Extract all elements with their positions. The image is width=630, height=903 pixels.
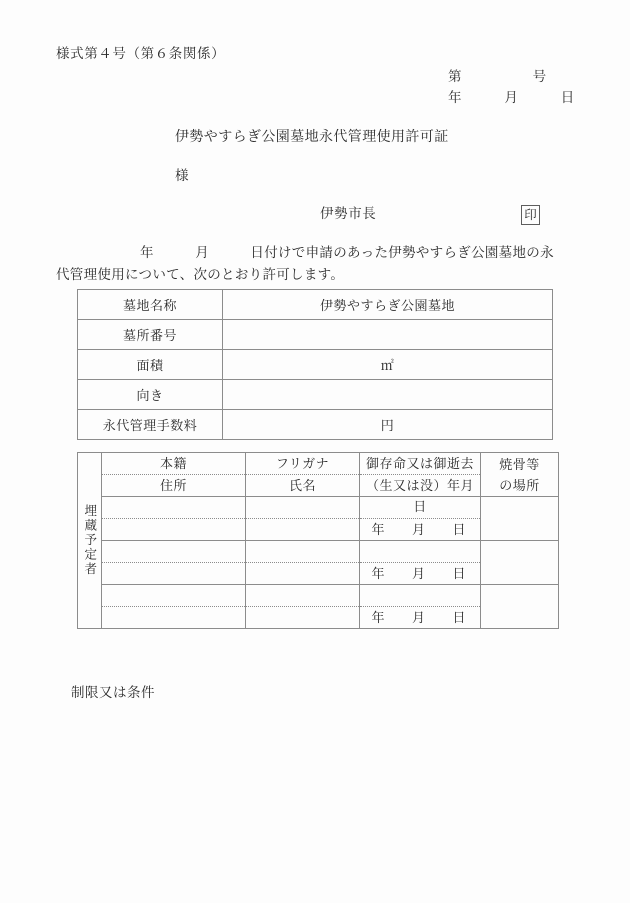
cell-shimei-value[interactable] — [246, 519, 359, 540]
cell-place[interactable] — [481, 497, 559, 541]
details-value[interactable] — [223, 320, 553, 350]
body-text-line-1: 年 月 日付けで申請のあった伊勢やすらぎ公園墓地の永 — [140, 245, 554, 260]
cell-shimei-value[interactable] — [246, 607, 359, 628]
cell-furigana-value[interactable] — [246, 585, 359, 607]
cell-date-bottom[interactable]: 年 月 日 — [371, 610, 466, 625]
details-label: 永代管理手数料 — [78, 410, 223, 440]
cell-furigana[interactable] — [246, 585, 360, 629]
form-number: 様式第４号（第６条関係） — [56, 46, 226, 61]
header-place — [481, 453, 559, 497]
table-row — [78, 380, 553, 410]
table-row — [78, 541, 559, 585]
cell-date-top[interactable] — [360, 541, 480, 563]
cell-honseki[interactable] — [102, 497, 246, 541]
cell-date[interactable] — [360, 585, 481, 629]
cell-jusho-value[interactable] — [102, 519, 245, 540]
interment-side-label — [78, 453, 102, 629]
restriction-label: 制限又は条件 — [71, 685, 155, 700]
header-furigana-bottom: 氏名 — [288, 478, 316, 493]
body-text-line-2: 代管理使用について、次のとおり許可します。 — [56, 267, 345, 282]
interment-table — [77, 452, 559, 629]
document-date-line: 年 月 日 — [448, 90, 575, 105]
cell-date[interactable] — [360, 497, 481, 541]
cell-place[interactable] — [481, 585, 559, 629]
header-furigana — [246, 453, 360, 497]
header-date — [360, 453, 481, 514]
cell-place[interactable] — [481, 541, 559, 585]
table-row — [78, 290, 553, 320]
header-honseki-bottom: 住所 — [159, 478, 187, 493]
header-honseki — [102, 453, 246, 497]
cell-date[interactable] — [360, 541, 481, 585]
details-value[interactable]: ㎡ — [223, 350, 553, 380]
details-label: 墓地名称 — [78, 290, 223, 320]
header-furigana-top: フリガナ — [246, 453, 359, 475]
issuer-name: 伊勢市長 — [320, 206, 377, 221]
interment-header-row — [78, 453, 559, 497]
cell-honseki[interactable] — [102, 585, 246, 629]
interment-side-label-text: 埋蔵予定者 — [82, 504, 97, 577]
header-place-top: 焼骨等 — [499, 456, 540, 472]
table-row — [78, 410, 553, 440]
details-value[interactable] — [223, 380, 553, 410]
cell-date-bottom[interactable]: 年 月 日 — [371, 566, 466, 581]
details-label: 向き — [78, 380, 223, 410]
details-label: 面積 — [78, 350, 223, 380]
cell-furigana-value[interactable] — [246, 541, 359, 563]
header-honseki-top: 本籍 — [102, 453, 245, 475]
cell-furigana[interactable] — [246, 541, 360, 585]
seal-stamp-icon: 印 — [521, 205, 540, 225]
cell-jusho-value[interactable] — [102, 563, 245, 584]
page-title: 伊勢やすらぎ公園墓地永代管理使用許可証 — [175, 130, 449, 145]
details-value[interactable]: 伊勢やすらぎ公園墓地 — [223, 290, 553, 320]
details-table — [77, 289, 553, 440]
cell-honseki-value[interactable] — [102, 541, 245, 563]
table-row — [78, 497, 559, 541]
cell-furigana[interactable] — [246, 497, 360, 541]
header-date-top: 御存命又は御逝去 — [360, 453, 480, 475]
header-place-bottom: の場所 — [499, 477, 540, 493]
cell-date-bottom[interactable]: 年 月 日 — [371, 522, 466, 537]
table-row — [78, 350, 553, 380]
cell-shimei-value[interactable] — [246, 563, 359, 584]
addressee-suffix: 様 — [175, 168, 189, 183]
header-date-bottom: （生又は没）年月日 — [365, 478, 474, 514]
cell-honseki-value[interactable] — [102, 585, 245, 607]
cell-furigana-value[interactable] — [246, 497, 359, 519]
details-value[interactable]: 円 — [223, 410, 553, 440]
table-row — [78, 320, 553, 350]
table-row — [78, 585, 559, 629]
details-label: 墓所番号 — [78, 320, 223, 350]
cell-honseki-value[interactable] — [102, 497, 245, 519]
cell-honseki[interactable] — [102, 541, 246, 585]
cell-date-top[interactable] — [360, 497, 480, 519]
cell-jusho-value[interactable] — [102, 607, 245, 628]
cell-date-top[interactable] — [360, 585, 480, 607]
document-number-line: 第 号 — [448, 69, 547, 84]
